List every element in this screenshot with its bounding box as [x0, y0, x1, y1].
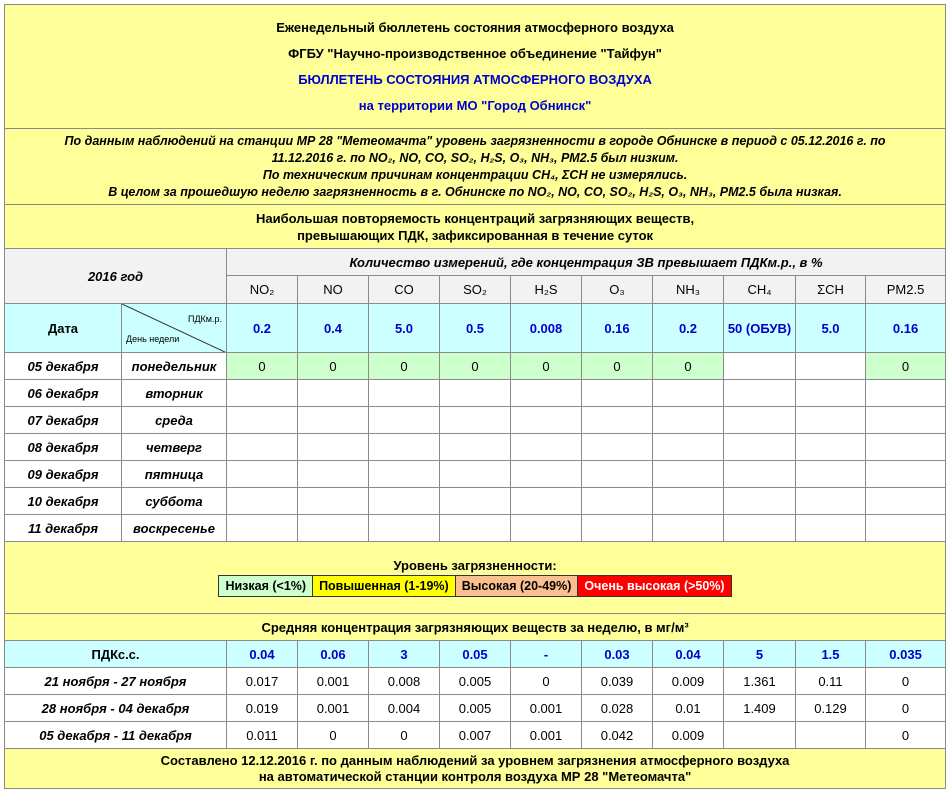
pdk-mr-value: 50 (ОБУВ) [724, 304, 796, 353]
intro-line-1: По данным наблюдений на станции МР 28 "Метеомачта" уровень загрязненности в городе Обнинске в период с 05.12.2016 г. по [64, 133, 886, 148]
diagonal-line [122, 304, 227, 353]
row-value [511, 407, 582, 434]
week-value: 0 [866, 668, 946, 695]
row-value: 0 [369, 353, 440, 380]
row-value [440, 461, 511, 488]
row-value [724, 353, 796, 380]
pollutant-header: NH₃ [653, 276, 724, 304]
row-value [796, 380, 866, 407]
section1-title [5, 205, 946, 249]
row-value [796, 461, 866, 488]
week-period: 21 ноября - 27 ноября [5, 668, 227, 695]
legend-high: Высокая (20-49%) [455, 576, 578, 597]
row-date: 06 декабря [5, 380, 122, 407]
week-value: 0.001 [511, 722, 582, 749]
row-value [440, 488, 511, 515]
daily-row [5, 488, 946, 515]
week-period: 05 декабря - 11 декабря [5, 722, 227, 749]
row-value [227, 407, 298, 434]
row-date: 07 декабря [5, 407, 122, 434]
week-value: 0.011 [227, 722, 298, 749]
pdk-ss-value: 3 [369, 641, 440, 668]
pdk-ss-value: 0.06 [298, 641, 369, 668]
row-value [369, 434, 440, 461]
row-value [298, 488, 369, 515]
week-value: 0.004 [369, 695, 440, 722]
row-value [866, 407, 946, 434]
date-label: Дата [5, 304, 122, 353]
row-weekday: понедельник [122, 353, 227, 380]
daily-row [5, 380, 946, 407]
pdk-ss-value: 0.035 [866, 641, 946, 668]
section1-title-line-1: Наибольшая повторяемость концентраций загрязняющих веществ, [256, 210, 695, 226]
row-value [653, 407, 724, 434]
week-value [796, 722, 866, 749]
row-value [227, 461, 298, 488]
pdk-mr-value: 0.16 [866, 304, 946, 353]
row-value [440, 515, 511, 542]
pdk-mr-row [5, 304, 946, 353]
row-value [369, 461, 440, 488]
row-value [724, 461, 796, 488]
pdk-ss-value: 0.04 [653, 641, 724, 668]
pdk-ss-value: 0.03 [582, 641, 653, 668]
row-date: 05 декабря [5, 353, 122, 380]
week-value: 1.409 [724, 695, 796, 722]
legend-low: Низкая (<1%) [219, 576, 313, 597]
row-value [511, 434, 582, 461]
row-value [653, 488, 724, 515]
row-value: 0 [866, 353, 946, 380]
week-value: 0.019 [227, 695, 298, 722]
row-value [582, 461, 653, 488]
pollutant-header: NO [298, 276, 369, 304]
row-value [866, 461, 946, 488]
row-weekday: четверг [122, 434, 227, 461]
week-value: 0.001 [298, 668, 369, 695]
row-value [866, 434, 946, 461]
row-value [440, 407, 511, 434]
daily-row [5, 461, 946, 488]
intro-line-4: В целом за прошедшую неделю загрязненность в г. Обнинске по NO₂, NO, CO, SO₂, H₂S, O₃, NH₃, PM2.5 была низкая. [108, 184, 842, 199]
legend-box [218, 575, 731, 597]
weekly-row [5, 668, 946, 695]
week-value: 0.007 [440, 722, 511, 749]
row-value [298, 380, 369, 407]
footer-line-1: Составлено 12.12.2016 г. по данным наблюдений за уровнем загрязнения атмосферного воздуха [160, 752, 790, 768]
pdk-mr-value: 0.2 [653, 304, 724, 353]
row-value [582, 488, 653, 515]
pollutant-header: H₂S [511, 276, 582, 304]
daily-row [5, 434, 946, 461]
pdk-ss-label: ПДКс.с. [5, 641, 227, 668]
pollutant-header: ΣCH [796, 276, 866, 304]
row-value [440, 434, 511, 461]
row-value [227, 380, 298, 407]
legend-very-high: Очень высокая (>50%) [578, 576, 731, 597]
legend-elevated: Повышенная (1-19%) [313, 576, 456, 597]
row-value [796, 515, 866, 542]
row-weekday: среда [122, 407, 227, 434]
week-value: 0 [369, 722, 440, 749]
pollutant-header: O₃ [582, 276, 653, 304]
daily-row [5, 515, 946, 542]
header-line-4: на территории МО "Город Обнинск" [358, 97, 592, 113]
row-value [298, 461, 369, 488]
row-date: 08 декабря [5, 434, 122, 461]
pdk-ss-value: - [511, 641, 582, 668]
legend-section [5, 542, 946, 614]
row-value [724, 515, 796, 542]
row-value [511, 380, 582, 407]
week-value: 0.129 [796, 695, 866, 722]
row-value [511, 461, 582, 488]
row-value [582, 434, 653, 461]
footer [5, 749, 946, 789]
row-date: 09 декабря [5, 461, 122, 488]
row-value: 0 [298, 353, 369, 380]
pollutant-header: CO [369, 276, 440, 304]
row-value [653, 434, 724, 461]
legend-title: Уровень загрязненности: [393, 558, 557, 573]
section1-title-line-2: превышающих ПДК, зафиксированная в течение суток [297, 227, 654, 243]
week-value: 0.008 [369, 668, 440, 695]
week-value: 0 [866, 695, 946, 722]
row-value: 0 [511, 353, 582, 380]
row-value [724, 434, 796, 461]
row-value [582, 515, 653, 542]
row-value [796, 407, 866, 434]
pdk-mr-value: 5.0 [796, 304, 866, 353]
intro-text [5, 129, 946, 205]
week-value: 0.028 [582, 695, 653, 722]
pdk-mr-value: 0.2 [227, 304, 298, 353]
measure-label: Количество измерений, где концентрация ЗВ превышает ПДКм.р., в % [227, 249, 946, 276]
header-line-3: БЮЛЛЕТЕНЬ СОСТОЯНИЯ АТМОСФЕРНОГО ВОЗДУХА [298, 71, 652, 87]
row-weekday: суббота [122, 488, 227, 515]
pollutant-header: CH₄ [724, 276, 796, 304]
row-value [724, 407, 796, 434]
row-value [227, 488, 298, 515]
row-value [582, 380, 653, 407]
bulletin-table [4, 4, 946, 789]
week-value: 1.361 [724, 668, 796, 695]
week-value: 0.042 [582, 722, 653, 749]
row-value [369, 380, 440, 407]
bulletin-header [5, 5, 946, 129]
row-value [866, 488, 946, 515]
row-value [796, 434, 866, 461]
pdk-ss-value: 0.05 [440, 641, 511, 668]
row-value: 0 [440, 353, 511, 380]
week-value: 0.001 [298, 695, 369, 722]
week-value: 0.039 [582, 668, 653, 695]
pdk-mr-value: 0.16 [582, 304, 653, 353]
row-value [298, 515, 369, 542]
pdk-mr-value: 0.008 [511, 304, 582, 353]
pdk-mr-value: 0.4 [298, 304, 369, 353]
week-value: 0 [511, 668, 582, 695]
header-line-1: Еженедельный бюллетень состояния атмосферного воздуха [276, 19, 674, 35]
row-weekday: воскресенье [122, 515, 227, 542]
pollutant-header: PM2.5 [866, 276, 946, 304]
pdk-ss-value: 1.5 [796, 641, 866, 668]
row-value [369, 488, 440, 515]
row-value [369, 407, 440, 434]
week-value: 0.005 [440, 695, 511, 722]
row-value [796, 353, 866, 380]
pdk-ss-row [5, 641, 946, 668]
header-line-2: ФГБУ "Научно-производственное объединение "Тайфун" [288, 45, 662, 61]
row-value [653, 380, 724, 407]
week-value: 0.005 [440, 668, 511, 695]
row-value [369, 515, 440, 542]
pollutant-header: NO₂ [227, 276, 298, 304]
diag-pdk-label: ПДКм.р. [187, 314, 222, 324]
intro-line-2: 11.12.2016 г. по NO₂, NO, CO, SO₂, H₂S, O₃, NH₃, PM2.5 был низким. [271, 150, 679, 165]
week-period: 28 ноября - 04 декабря [5, 695, 227, 722]
row-value [511, 515, 582, 542]
row-weekday: пятница [122, 461, 227, 488]
row-date: 10 декабря [5, 488, 122, 515]
row-value [227, 434, 298, 461]
week-value: 0.001 [511, 695, 582, 722]
week-value: 0.017 [227, 668, 298, 695]
pdk-ss-value: 0.04 [227, 641, 298, 668]
section2-title: Средняя концентрация загрязняющих веществ за неделю, в мг/м³ [5, 614, 946, 641]
row-date: 11 декабря [5, 515, 122, 542]
row-value [866, 380, 946, 407]
daily-row [5, 353, 946, 380]
row-value [511, 488, 582, 515]
row-value: 0 [653, 353, 724, 380]
row-value [796, 488, 866, 515]
intro-line-3: По техническим причинам концентрации CH₄, ΣCH не измерялись. [262, 167, 688, 182]
week-value: 0 [866, 722, 946, 749]
weekly-row [5, 722, 946, 749]
daily-row [5, 407, 946, 434]
row-value [653, 515, 724, 542]
row-value [298, 407, 369, 434]
row-value [440, 380, 511, 407]
row-weekday: вторник [122, 380, 227, 407]
week-value: 0.009 [653, 668, 724, 695]
row-value [298, 434, 369, 461]
diag-day-label: День недели [126, 334, 180, 344]
week-value: 0 [298, 722, 369, 749]
week-value: 0.01 [653, 695, 724, 722]
year-cell: 2016 год [5, 249, 227, 304]
row-value [724, 488, 796, 515]
week-value: 0.11 [796, 668, 866, 695]
row-value: 0 [582, 353, 653, 380]
row-value: 0 [227, 353, 298, 380]
pdk-mr-value: 0.5 [440, 304, 511, 353]
row-value [653, 461, 724, 488]
week-value: 0.009 [653, 722, 724, 749]
row-value [724, 380, 796, 407]
weekly-row [5, 695, 946, 722]
pdk-ss-value: 5 [724, 641, 796, 668]
row-value [582, 407, 653, 434]
row-value [866, 515, 946, 542]
row-value [227, 515, 298, 542]
diagonal-header [122, 304, 227, 353]
pdk-mr-value: 5.0 [369, 304, 440, 353]
week-value [724, 722, 796, 749]
footer-line-2: на автоматической станции контроля воздуха МР 28 "Метеомачта" [258, 768, 692, 784]
pollutant-header: SO₂ [440, 276, 511, 304]
